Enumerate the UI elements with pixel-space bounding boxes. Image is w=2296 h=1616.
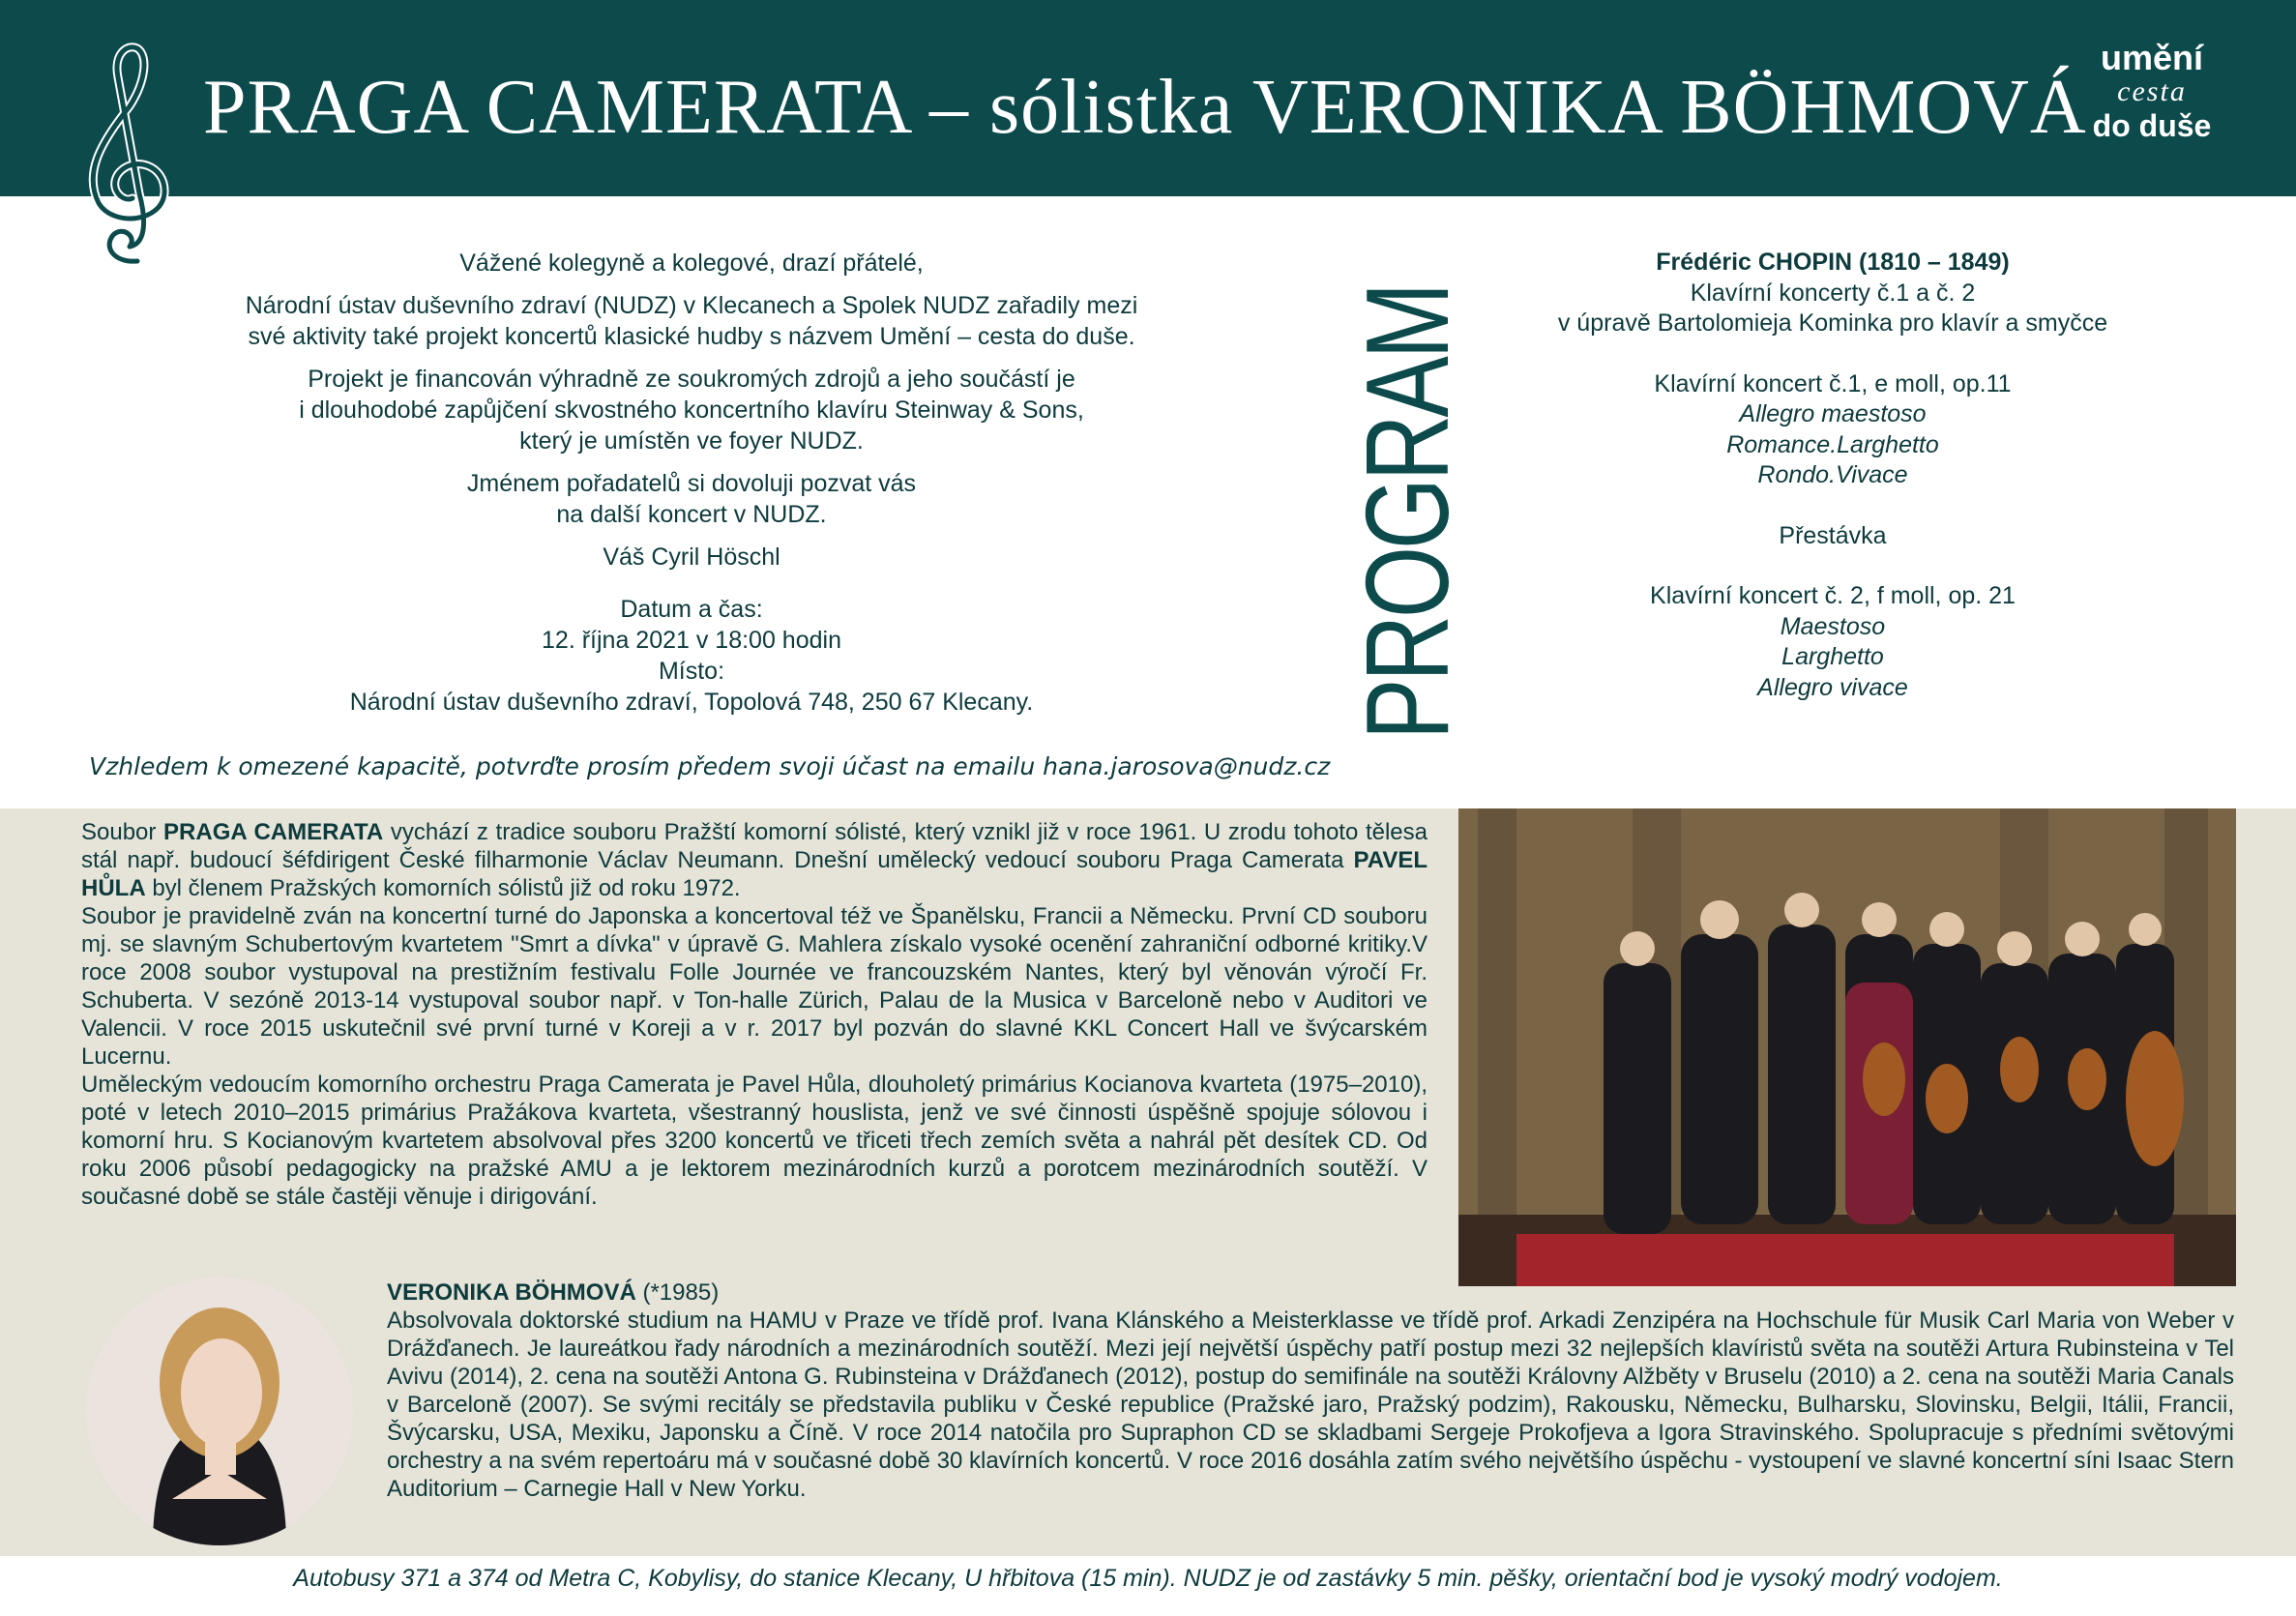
concert-program (1489, 248, 2176, 703)
event-place: Místo: Národní ústav duševního zdraví, Topolová 748, 250 67 Klecany. (349, 658, 1034, 716)
concerto-1-movement-1: Allegro maestoso (1739, 400, 1927, 427)
program-subtitle-1: Klavírní koncerty č.1 a č. 2 (1690, 279, 1976, 307)
page-title: PRAGA CAMERATA – sólistka VERONIKA BÖHMOVÁ (203, 65, 2087, 150)
signature: Váš Cyril Höschl (603, 544, 780, 571)
concerto-1-movement-2: Romance.Larghetto (1726, 430, 1939, 458)
ensemble-paragraph-3: Uměleckým vedoucím komorního orchestru Praga Camerata je Pavel Hůla, dlouholetý primárius Kocianova kvarteta (1975–2010), poté v letech 2010–2015 primárius Pražákova kvarteta, všestranný houslista, jenž ve své činnosti úspěšně spojuje sólovou i komorní hru. S Kocianovým kvartetem absolvoval přes 3200 koncertů ve třiceti třech zemích světa a nahrál pět desítek CD. Od roku 2006 působí pedagogicky na pražské AMU a je lektorem mezinárodních kurzů a porotcem mezinárodních soutěží. V současné době se stále častěji věnuje i dirigování. (81, 1072, 1428, 1210)
invitation-letter (145, 248, 1238, 729)
ensemble-bio (81, 818, 1428, 1211)
festival-logo (2079, 39, 2224, 145)
ensemble-paragraph-1: Soubor PRAGA CAMERATA vychází z tradice souboru Pražští komorní sólisté, který vznikl již v roce 1961. U zrodu tohoto tělesa stál např. budoucí šéfdirigent České filharmonie Václav Neumann. Dnešní umělecký vedoucí souboru Praga Camerata PAVEL HŮLA byl členem Pražských komorních sólistů již od roku 1972. (81, 819, 1428, 901)
program-heading: PROGRAM (1341, 285, 1473, 740)
directions-footer: Autobusy 371 a 374 od Metra C, Kobylisy, do stanice Klecany, U hřbitova (15 min). NUDZ je od zastávky 5 min. pěšky, orientační bod je vysoký modrý vodojem. (293, 1565, 2003, 1592)
composer: Frédéric CHOPIN (1810 – 1849) (1656, 249, 2010, 276)
invitation-paragraph-2: Projekt je financován výhradně ze soukromých zdrojů a jeho součástí je i dlouhodobé zapůjčení skvostného koncertního klavíru Steinway & Sons, který je umístěn ve foyer NUDZ. (299, 366, 1084, 455)
rsvp-notice: Vzhledem k omezené kapacitě, potvrďte prosím předem svoji účast na emailu hana.jarosova@nudz.cz (89, 752, 1331, 780)
soloist-heading (387, 1278, 2234, 1307)
greeting: Vážené kolegyně a kolegové, drazí přátelé, (459, 250, 924, 277)
soloist-birth-year: (*1985) (635, 1279, 720, 1306)
concerto-1-title: Klavírní koncert č.1, e moll, op.11 (1654, 369, 2012, 397)
soloist-bio: Absolvovala doktorské studium na HAMU v Praze ve třídě prof. Ivana Klánského a Meisterklasse ve třídě prof. Arkadi Zenzipéra na Hochschule für Musik Carl Maria von Weber v Drážďanech. Je laureátkou řady národních a mezinárodních soutěží. Mezi její největší úspěchy patří postup mezi 32 nejlepších klavíristů světa na soutěži Artura Rubinsteina v Tel Avivu (2014), 2. cena na soutěži Antona G. Rubinsteina v Drážďanech (2012), postup do semifinále na soutěži Královny Alžběty v Bruselu (2010) a 2. cena na soutěži Maria Canals v Barceloně (2007). Se svými recitály se představila publiku v České republice (Pražské jaro, Pražský podzim), Rakousku, Německu, Bulharsku, Slovinsku, Belgii, Itálii, Francii, Švýcarsku, USA, Mexiku, Japonsku a Číně. V roce 2014 natočila pro Supraphon CD se skladbami Sergeje Prokofjeva a Igora Stravinského. Spolupracuje s předními světovými orchestry a na svém repertoáru má v současné době 30 klavírních koncertů. V roce 2016 dosáhla zatím svého největšího úspěchu - vystoupení ve slavné koncertní síni Isaac Stern Auditorium – Carnegie Hall v New Yorku. (387, 1307, 2234, 1502)
logo-line-2: cesta (2117, 75, 2187, 107)
program-subtitle-2: v úpravě Bartolomieja Kominka pro klavír a smyčce (1557, 309, 2108, 337)
concerto-2-movement-2: Larghetto (1781, 643, 1884, 670)
ensemble-photo (1458, 808, 2236, 1286)
invitation-paragraph-3: Jménem pořadatelů si dovoluji pozvat vás na další koncert v NUDZ. (466, 470, 917, 528)
treble-clef-icon (70, 39, 186, 271)
logo-line-1: umění (2100, 38, 2203, 77)
event-date: Datum a čas: 12. října 2021 v 18:00 hodin (542, 596, 841, 654)
concerto-1-movement-3: Rondo.Vivace (1757, 461, 1908, 488)
soloist-portrait (85, 1277, 354, 1545)
invitation-paragraph-1: Národní ústav duševního zdraví (NUDZ) v Klecanech a Spolek NUDZ zařadily mezi své aktivity také projekt koncertů klasické hudby s názvem Umění – cesta do duše. (245, 292, 1138, 350)
header-band (0, 0, 2296, 196)
intermission: Přestávka (1779, 521, 1887, 549)
concerto-2-movement-3: Allegro vivace (1757, 673, 1908, 701)
logo-line-3: do duše (2092, 108, 2212, 143)
ensemble-paragraph-2: Soubor je pravidelně zván na koncertní turné do Japonska a koncertoval též ve Španělsku, Francii a Německu. První CD souboru mj. se slavným Schubertovým kvartetem "Smrt a dívka" v úpravě G. Mahlera získalo vysoké ocenění zahraniční odborné kritiky.V roce 2008 soubor vystupoval na prestižním festivalu Folle Journée ve francouzském Nantes, který byl věnován výročí Fr. Schuberta. V sezóně 2013-14 vystupoval soubor např. v Ton-halle Zürich, Palau de la Musica v Barceloně nebo v Auditori ve Valencii. V roce 2015 uskutečnil své první turné v Koreji a v r. 2017 byl pozván do slavné KKL Concert Hall ve švýcarském Lucernu. (81, 903, 1428, 1070)
soloist-name: VERONIKA BÖHMOVÁ (387, 1279, 636, 1306)
concerto-2-movement-1: Maestoso (1780, 612, 1886, 640)
concerto-2-title: Klavírní koncert č. 2, f moll, op. 21 (1650, 582, 2016, 609)
